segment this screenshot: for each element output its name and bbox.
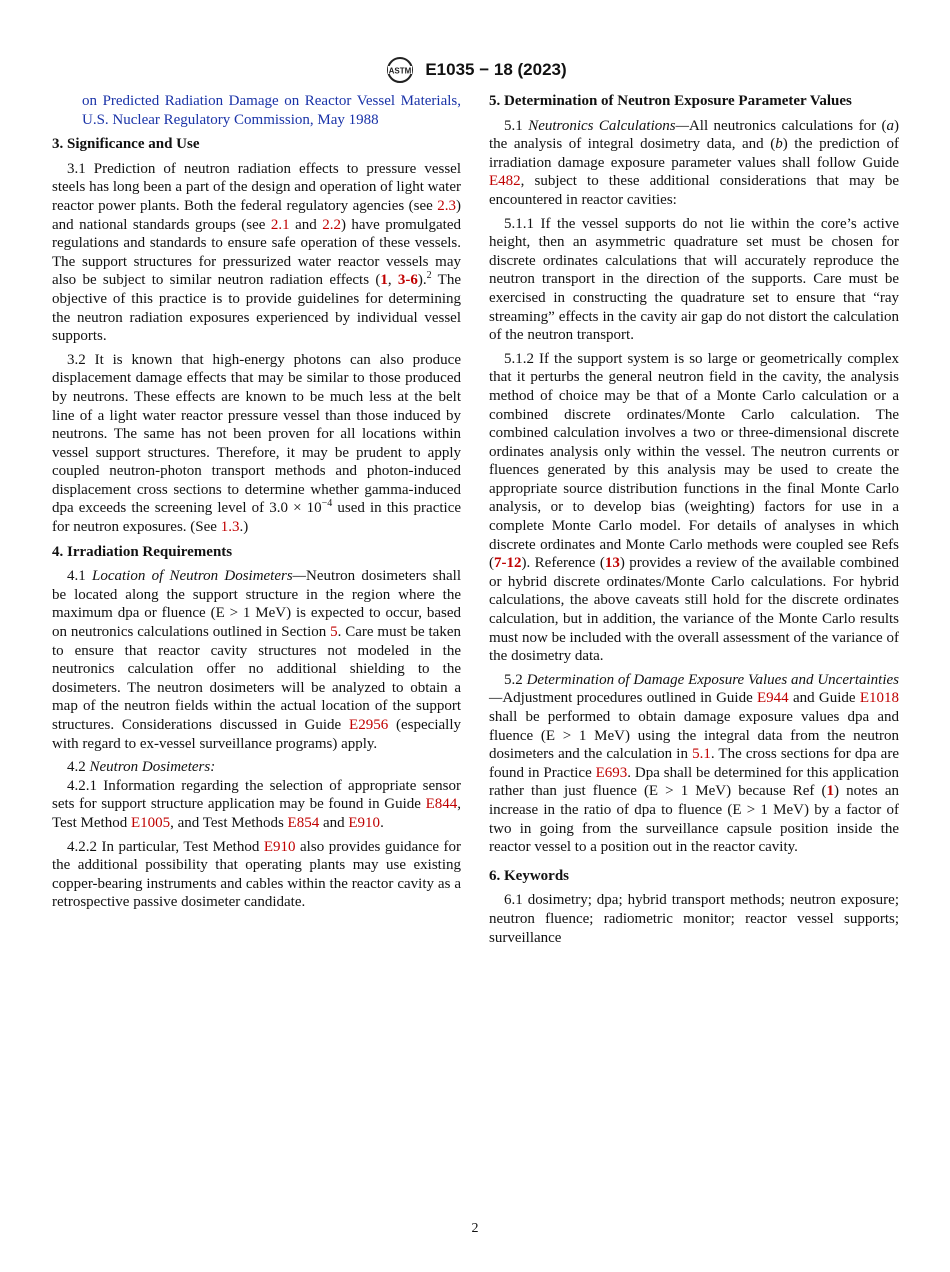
link-5-1[interactable]: 5.1 (692, 746, 711, 763)
ref-3-6[interactable]: 3-6 (397, 272, 418, 289)
document-id: E1035 − 18 (2023) (425, 60, 567, 79)
ref-7-12[interactable]: 7-12 (494, 555, 522, 572)
reference-continuation[interactable]: on Predicted Radiation Damage on Reactor Vessel Materials, U.S. Nuclear Regulatory Commission, May 1988 (82, 93, 461, 128)
section-6-heading: 6. Keywords (489, 867, 569, 884)
link-e693[interactable]: E693 (595, 764, 628, 781)
left-column (52, 92, 461, 917)
link-e844[interactable]: E844 (425, 796, 458, 813)
link-1-3[interactable]: 1.3 (220, 519, 240, 536)
section-3-heading: 3. Significance and Use (52, 136, 200, 153)
page-number: 2 (471, 1221, 479, 1236)
paragraph-3-2: 3.2 It is known that high-energy photons can also produce displacement damage effects that may be similar to those produced by neutrons. These effects are known to be much less at the belt line of a light water reactor pressure vessel than those induced by neutrons. The same has not been proven for all locations within vessel support structures. Therefore, it may be prudent to apply coupled neutron-photon transport methods and photon-induced displacement cross sections to determine whether gamma-induced dpa exceeds the screening level of $3.0 \times 10^{-4}$ used in this practice for neutron exposures. (See 1.3.) (52, 351, 462, 536)
footnote-2[interactable]: 2 (426, 270, 432, 282)
paragraph-4-1: 4.1 Location of Neutron Dosimeters—Neutron dosimeters shall be located along the support structure in the region where the maximum dpa or fluence (E > 1 MeV) is expected to occur, based on neutronics calculations outlined in Section 5. Care must be taken to ensure that reactor cavity structures not modeled in the neutronics calculation offer no additional shielding to the dosimeters. The neutron dosimeters will be analyzed to obtain a map of the neutron fields within the actual location of the support structures. Considerations discussed in Guide E2956 (especially with regard to ex-vessel surveillance programs) apply. (52, 568, 461, 752)
link-section-5[interactable]: 5 (330, 624, 338, 641)
paragraph-5-2: 5.2 Determination of Damage Exposure Values and Uncertainties—Adjustment procedures outlined in Guide E944 and Guide E1018 shall be performed to obtain damage exposure values dpa and fluence (E > 1 MeV) using the integral data from the neutron dosimeters and the calculation in 5.1. The cross sections for dpa are found in Practice E693. Dpa shall be determined for this application rather than just fluence (E > 1 MeV) because Ref (1) notes an increase in the ratio of dpa to fluence (E > 1 MeV) by a factor of two in going from the surveillance capsule position inside the reactor vessel to a position out in the reactor cavity. (489, 671, 900, 856)
link-e482[interactable]: E482 (489, 173, 521, 190)
ref-1-b[interactable]: 1 (826, 783, 835, 800)
link-e910[interactable]: E910 (348, 814, 381, 831)
paragraph-4-2-2: 4.2.2 In particular, Test Method E910 also provides guidance for the additional possibility that operating plants may use existing copper-bearing instruments and cables within the reactor cavity as a retrospective passive dosimeter candidate. (52, 838, 462, 911)
paragraph-4-2: 4.2 Neutron Dosimeters: (67, 759, 216, 776)
link-2-1[interactable]: 2.1 (270, 216, 290, 233)
page-header (0, 56, 950, 89)
link-e1018[interactable]: E1018 (859, 690, 899, 707)
paragraph-3-1: 3.1 Prediction of neutron radiation effects to pressure vessel steels has long been a part of the design and operation of light water reactor power plants. Both the federal regulatory agencies (see 2.3) and national standards groups (see 2.1 and 2.2) have promulgated regulations and standards to ensure safe operation of these vessels. The support structures for pressurized water reactor vessels may also be subject to similar neutron radiation effects (1, 3-6).$^2$ The objective of this practice is to provide guidelines for determining the neutron radiation exposures experienced by individual vessel supports. (52, 160, 462, 345)
paragraph-6-1: 6.1 dosimetry; dpa; hybrid transport methods; neutron exposure; neutron fluence; radiometric monitor; reactor vessel supports; surveillance (489, 892, 899, 946)
right-column (489, 92, 899, 952)
astm-logo-icon (383, 56, 417, 84)
link-e944[interactable]: E944 (757, 690, 789, 707)
ref-13[interactable]: 13 (604, 555, 620, 572)
link-2-3[interactable]: 2.3 (437, 197, 456, 214)
paragraph-5-1: 5.1 Neutronics Calculations—All neutronics calculations for (a) the analysis of integral dosimetry data, and (b) the prediction of irradiation damage exposure parameter values shall follow Guide E482, subject to these additional considerations that may be encountered in reactor cavities: (489, 117, 900, 208)
paragraph-5-1-2: 5.1.2 If the support system is so large or geometrically complex that it perturbs the general neutron field in the cavity, the analysis method of choice may be that of a Monte Carlo calculation or a combined discrete ordinates/Monte Carlo calculation. The combined calculation involves a two or three-dimensional discrete ordinates analysis only within the vessel. The neutron currents or fluences generated by this analysis may be used to create the appropriate source distribution functions in the final Monte Carlo analysis, or to develop bias (weighting) factors for use in a complete Monte Carlo model. For details of analyses in which discrete ordinates and Monte Carlo methods were coupled see Refs (7-12). Reference (13) provides a review of the available combined or hybrid discrete ordinates/Monte Carlo calculations. For hybrid calculations, the above caveats still hold for the discrete ordinates calculation, but in addition, the variance of the Monte Carlo results must now be included with the overall assessment of the variance of the dosimetry data. (489, 350, 899, 665)
ref-1[interactable]: 1 (380, 272, 388, 289)
paragraph-4-2-1: 4.2.1 Information regarding the selection of appropriate sensor sets for support structure application may be found in Guide E844, Test Method E1005, and Test Methods E854 and E910. (52, 777, 461, 831)
link-2-2[interactable]: 2.2 (322, 216, 341, 233)
paragraph-5-1-1: 5.1.1 If the vessel supports do not lie within the core’s active height, then an asymmetric quadrature set must be chosen for discrete ordinates calculations that will accurately reproduce the neutron transport in the direction of the supports. Care must be exercised in constructing the quadrature set to ensure that “ray streaming” effects in the cavity air gap do not distort the calculation of the neutron transport. (489, 215, 899, 344)
link-e1005[interactable]: E1005 (130, 814, 171, 831)
svg-text:ASTM: ASTM (389, 66, 412, 76)
section-4-heading: 4. Irradiation Requirements (52, 543, 233, 560)
section-5-heading: 5. Determination of Neutron Exposure Parameter Values (489, 93, 852, 109)
link-e910-b[interactable]: E910 (263, 838, 296, 855)
link-e2956[interactable]: E2956 (349, 717, 389, 733)
link-e854[interactable]: E854 (287, 814, 320, 831)
